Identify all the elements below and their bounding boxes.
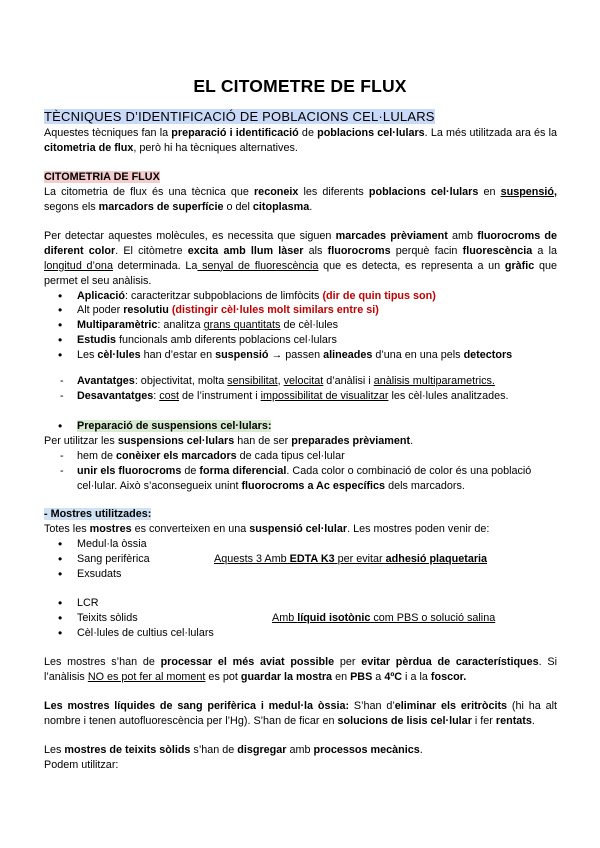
paragraph: Les mostres de teixits sòlids s’han de disgregar amb processos mecànics. bbox=[44, 744, 423, 756]
section-heading: - Mostres utilitzades: bbox=[44, 508, 152, 520]
section-heading: TÈCNIQUES D’IDENTIFICACIÓ DE POBLACIONS CEL·LULARS bbox=[44, 109, 435, 124]
list-item: • Multiparamètric: analitza grans quantitats de cèl·lules bbox=[44, 318, 557, 333]
paragraph: Aquestes tècniques fan la preparació i identificació de poblacions cel·lulars. La més utilitzada ara és la citometria de flux, però hi ha tècniques alternatives. bbox=[44, 126, 558, 154]
edta-note: Aquests 3 Amb EDTA K3 per evitar adhesió plaquetaria bbox=[214, 552, 488, 565]
isotonic-note: Amb líquid isotònic com PBS o solució salina bbox=[272, 611, 496, 624]
features-list bbox=[44, 289, 557, 363]
section-heading: • Preparació de suspensions cel·lulars: bbox=[44, 419, 557, 434]
section-mostres-sang bbox=[44, 699, 557, 729]
paragraph: Les mostres s’han de processar el més aviat possible per evitar pèrdua de característiques. Si l’anàlisis NO es pot fer al moment es pot guardar la mostra en PBS a 4ºC i a la foscor. bbox=[44, 656, 557, 683]
paragraph: Per utilitzar les suspensions cel·lulars han de ser preparades prèviament. bbox=[44, 434, 414, 447]
preparacio-list bbox=[44, 449, 557, 494]
section-mostres-text bbox=[44, 655, 557, 685]
paragraph: Podem utilitzar: bbox=[44, 758, 119, 771]
list-item: • Sang perifèrica Aquests 3 Amb EDTA K3 per evitar adhesió plaquetaria bbox=[44, 552, 557, 567]
section-preparacio bbox=[44, 419, 557, 493]
mostres-list-1 bbox=[44, 537, 557, 582]
section-tecniques bbox=[44, 108, 557, 156]
pros-cons bbox=[44, 374, 557, 404]
list-item: - unir els fluorocroms de forma diferencial. Cada color o combinació de color és una població cel·lular. Això s’aconsegueix unint fluorocroms a Ac específics dels marcadors. bbox=[44, 464, 557, 494]
list-item: • Alt poder resolutiu (distingir cèl·lules molt similars entre si) bbox=[44, 303, 557, 318]
list-item: • Exsudats bbox=[44, 567, 557, 582]
section-heading: CITOMETRIA DE FLUX bbox=[44, 171, 160, 183]
list-item: • Les cèl·lules han d’estar en suspensió → passen alineades d’una en una pels detectors bbox=[44, 348, 557, 363]
list-item: • Medul·la òssia bbox=[44, 537, 557, 552]
page-title: EL CITOMETRE DE FLUX bbox=[193, 76, 407, 96]
list-item: • LCR bbox=[44, 596, 557, 611]
section-mostres-2 bbox=[44, 596, 557, 641]
section-mostres bbox=[44, 507, 557, 581]
paragraph: Les mostres líquides de sang perifèrica i medul·la òssia: S’han d’eliminar els eritròcits (hi ha alt nombre i tenen autofluorescència per l’Hg). S’han de ficar en solucions de lisis cel·lular i fer rentats. bbox=[44, 700, 557, 727]
list-item: • Cèl·lules de cultius cel·lulars bbox=[44, 626, 557, 641]
section-citometria-detail bbox=[44, 229, 557, 363]
mostres-list-2 bbox=[44, 596, 557, 641]
list-item: - Desavantatges: cost de l’instrument i impossibilitat de visualitzar les cèl·lules analitzades. bbox=[44, 389, 557, 404]
section-mostres-teixits bbox=[44, 743, 557, 773]
list-item: • Teixits sòlids Amb líquid isotònic com PBS o solució salina bbox=[44, 611, 557, 626]
paragraph: Totes les mostres es converteixen en una suspensió cel·lular. Les mostres poden venir de: bbox=[44, 522, 490, 535]
preparacio-heading-list bbox=[44, 419, 557, 434]
list-item: • Estudis funcionals amb diferents poblacions cel·lulars bbox=[44, 333, 557, 348]
list-item: - hem de conèixer els marcadors de cada tipus cel·lular bbox=[44, 449, 557, 464]
list-item: - Avantatges: objectivitat, molta sensibilitat, velocitat d’anàlisi i anàlisis multiparametrics. bbox=[44, 374, 557, 389]
pros-cons-list bbox=[44, 374, 557, 404]
paragraph: Per detectar aquestes molècules, es necessita que siguen marcades prèviament amb fluorocroms de diferent color. El citòmetre excita amb llum làser als fluorocroms perquè facin fluorescència a la longitud d’ona determinada. La senyal de fluorescència que es detecta, es representa a un gràfic que permet el seu anàlisis. bbox=[44, 230, 558, 287]
paragraph: La citometria de flux és una tècnica que reconeix les diferents poblacions cel·lulars en suspensió, segons els marcadors de superfície o del citoplasma. bbox=[44, 185, 557, 213]
section-citometria bbox=[44, 170, 557, 215]
list-item: • Aplicació: caracteritzar subpoblacions de limfòcits (dir de quin tipus son) bbox=[44, 289, 557, 304]
